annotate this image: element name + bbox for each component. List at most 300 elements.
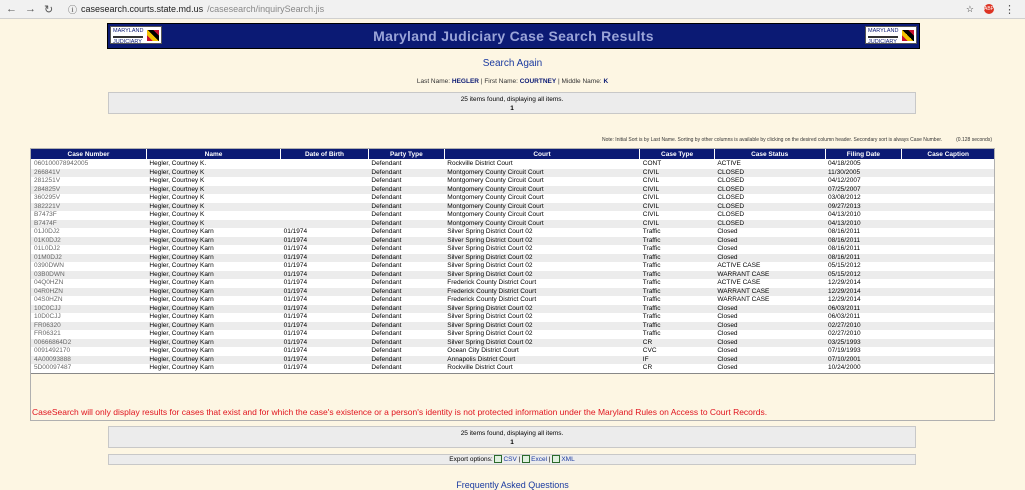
table-cell: Montgomery County Circuit Court bbox=[444, 169, 640, 178]
table-cell: ACTIVE bbox=[714, 160, 825, 169]
table-cell: Defendant bbox=[368, 339, 444, 348]
table-row bbox=[31, 211, 995, 220]
table-cell: Defendant bbox=[368, 169, 444, 178]
table-cell: Frederick County District Court bbox=[444, 288, 640, 297]
table-cell bbox=[902, 305, 995, 314]
table-cell: Hegler, Courtney Karn bbox=[146, 305, 280, 314]
table-cell: CR bbox=[640, 339, 715, 348]
table-cell: 01/1974 bbox=[281, 322, 369, 331]
table-cell: Hegler, Courtney Karn bbox=[146, 245, 280, 254]
table-cell bbox=[902, 288, 995, 297]
export-csv-link[interactable]: CSV bbox=[503, 456, 517, 463]
table-cell: Traffic bbox=[640, 313, 715, 322]
table-cell: Silver Spring District Court 02 bbox=[444, 313, 640, 322]
table-cell bbox=[902, 211, 995, 220]
table-cell: ACTIVE CASE bbox=[714, 279, 825, 288]
table-cell: Hegler, Courtney K bbox=[146, 220, 280, 229]
table-cell: Hegler, Courtney Karn bbox=[146, 296, 280, 305]
table-cell: WARRANT CASE bbox=[714, 288, 825, 297]
case-number-link[interactable]: 03B0DWN bbox=[31, 271, 147, 280]
table-cell: Silver Spring District Court 02 bbox=[444, 237, 640, 246]
table-cell: Defendant bbox=[368, 194, 444, 203]
table-cell bbox=[902, 237, 995, 246]
table-cell: Traffic bbox=[640, 271, 715, 280]
table-cell: Hegler, Courtney K bbox=[146, 169, 280, 178]
table-cell: Montgomery County Circuit Court bbox=[444, 220, 640, 229]
column-header[interactable]: Name bbox=[146, 149, 280, 160]
table-cell: Traffic bbox=[640, 228, 715, 237]
table-cell: 06/03/2011 bbox=[825, 305, 902, 314]
table-cell: CONT bbox=[640, 160, 715, 169]
pager-bottom bbox=[108, 426, 916, 448]
logo-text: MARYLAND bbox=[868, 28, 899, 34]
table-cell: Defendant bbox=[368, 322, 444, 331]
table-cell: Traffic bbox=[640, 254, 715, 263]
table-cell: Hegler, Courtney Karn bbox=[146, 228, 280, 237]
logo-gavel-icon bbox=[113, 36, 143, 38]
table-cell: Silver Spring District Court 02 bbox=[444, 339, 640, 348]
table-cell bbox=[281, 203, 369, 212]
table-cell bbox=[281, 177, 369, 186]
table-cell: Closed bbox=[714, 313, 825, 322]
table-cell bbox=[902, 254, 995, 263]
table-cell: Defendant bbox=[368, 220, 444, 229]
case-number-link[interactable]: 4A00093888 bbox=[31, 356, 147, 365]
table-row bbox=[31, 279, 995, 288]
table-cell: 02/27/2010 bbox=[825, 330, 902, 339]
table-row bbox=[31, 254, 995, 263]
table-cell: 01/1974 bbox=[281, 271, 369, 280]
table-cell: CR bbox=[640, 364, 715, 373]
table-cell: 12/29/2014 bbox=[825, 279, 902, 288]
table-row bbox=[31, 356, 995, 365]
table-cell: Closed bbox=[714, 228, 825, 237]
table-cell: Hegler, Courtney Karn bbox=[146, 288, 280, 297]
table-cell: 01/1974 bbox=[281, 288, 369, 297]
table-cell: Hegler, Courtney K bbox=[146, 194, 280, 203]
case-number-link[interactable]: B7474F bbox=[31, 220, 147, 229]
table-cell bbox=[281, 211, 369, 220]
bookmark-star-icon[interactable]: ☆ bbox=[965, 3, 974, 14]
table-row bbox=[31, 245, 995, 254]
table-cell: Closed bbox=[714, 254, 825, 263]
table-cell: Closed bbox=[714, 339, 825, 348]
pager-top bbox=[108, 92, 916, 114]
table-cell: 01/1974 bbox=[281, 228, 369, 237]
table-cell bbox=[902, 194, 995, 203]
case-number-link[interactable]: 04R0HZN bbox=[31, 288, 147, 297]
export-label: Export options: bbox=[449, 456, 493, 463]
table-cell bbox=[902, 322, 995, 331]
case-number-link[interactable]: 10C0CJJ bbox=[31, 305, 147, 314]
case-number-link[interactable]: 04S0HZN bbox=[31, 296, 147, 305]
middle-name-label: Middle Name: bbox=[561, 78, 602, 85]
table-cell: Hegler, Courtney Karn bbox=[146, 313, 280, 322]
table-row bbox=[31, 288, 995, 297]
table-cell bbox=[902, 330, 995, 339]
table-cell: 08/16/2011 bbox=[825, 254, 902, 263]
case-number-link[interactable]: 0390DWN bbox=[31, 262, 147, 271]
page-banner bbox=[107, 23, 920, 49]
table-cell: CIVIL bbox=[640, 220, 715, 229]
excel-icon bbox=[522, 455, 530, 463]
table-cell: Hegler, Courtney Karn bbox=[146, 330, 280, 339]
case-number-link[interactable]: 284825V bbox=[31, 186, 147, 195]
case-number-link[interactable]: 060100078942005 bbox=[31, 160, 147, 169]
case-number-link[interactable]: 281251V bbox=[31, 177, 147, 186]
table-cell: Frederick County District Court bbox=[444, 296, 640, 305]
faq-link[interactable]: Frequently Asked Questions bbox=[456, 480, 569, 490]
table-cell: Traffic bbox=[640, 279, 715, 288]
table-cell: 05/15/2012 bbox=[825, 262, 902, 271]
table-cell: 12/29/2014 bbox=[825, 296, 902, 305]
result-count: 25 items found, displaying all items. bbox=[460, 96, 564, 103]
table-cell: 04/13/2010 bbox=[825, 220, 902, 229]
table-cell: 07/19/1993 bbox=[825, 347, 902, 356]
table-cell bbox=[902, 169, 995, 178]
table-cell: 01/1974 bbox=[281, 356, 369, 365]
table-cell: Closed bbox=[714, 330, 825, 339]
table-cell: Traffic bbox=[640, 330, 715, 339]
table-row bbox=[31, 313, 995, 322]
table-cell: Hegler, Courtney Karn bbox=[146, 254, 280, 263]
result-count: 25 items found, displaying all items. bbox=[460, 430, 564, 437]
table-cell: Hegler, Courtney Karn bbox=[146, 262, 280, 271]
table-cell: CLOSED bbox=[714, 177, 825, 186]
table-cell: Defendant bbox=[368, 254, 444, 263]
table-cell: Silver Spring District Court 02 bbox=[444, 254, 640, 263]
table-cell: Hegler, Courtney K bbox=[146, 211, 280, 220]
table-cell: Defendant bbox=[368, 228, 444, 237]
table-cell: Silver Spring District Court 02 bbox=[444, 228, 640, 237]
table-cell bbox=[902, 279, 995, 288]
table-row bbox=[31, 339, 995, 348]
table-cell bbox=[902, 228, 995, 237]
menu-icon[interactable]: ⋮ bbox=[1004, 3, 1015, 16]
table-cell bbox=[902, 186, 995, 195]
table-cell bbox=[281, 194, 369, 203]
sort-note-text: Note: Initial Sort is by Last Name. Sorting by other columns is available by clicking on the desired column header. Secondary sort is always Case Number. bbox=[601, 137, 943, 143]
table-cell: Closed bbox=[714, 356, 825, 365]
table-cell: CIVIL bbox=[640, 169, 715, 178]
case-number-link[interactable]: 01J0DJ2 bbox=[31, 228, 147, 237]
table-cell bbox=[281, 169, 369, 178]
table-cell: Ocean City District Court bbox=[444, 347, 640, 356]
judiciary-logo-right bbox=[865, 26, 917, 44]
case-number-link[interactable]: 00666864D2 bbox=[31, 339, 147, 348]
table-cell: Frederick County District Court bbox=[444, 279, 640, 288]
export-xml-link[interactable]: XML bbox=[561, 456, 575, 463]
table-cell: 05/15/2012 bbox=[825, 271, 902, 280]
table-cell: 07/10/2001 bbox=[825, 356, 902, 365]
table-row bbox=[31, 186, 995, 195]
table-cell: Montgomery County Circuit Court bbox=[444, 177, 640, 186]
page-number[interactable]: 1 bbox=[510, 105, 514, 112]
table-cell: 04/13/2010 bbox=[825, 211, 902, 220]
table-cell: Defendant bbox=[368, 177, 444, 186]
table-cell: CVC bbox=[640, 347, 715, 356]
table-cell: Defendant bbox=[368, 364, 444, 373]
table-row bbox=[31, 296, 995, 305]
table-cell bbox=[902, 364, 995, 373]
case-number-link[interactable]: 266841V bbox=[31, 169, 147, 178]
table-row bbox=[31, 169, 995, 178]
table-cell: CLOSED bbox=[714, 169, 825, 178]
table-cell: Hegler, Courtney Karn bbox=[146, 271, 280, 280]
table-row bbox=[31, 330, 995, 339]
url-path: /casesearch/inquirySearch.jis bbox=[207, 4, 325, 14]
address-bar[interactable] bbox=[68, 3, 966, 16]
table-cell: Silver Spring District Court 02 bbox=[444, 271, 640, 280]
table-row bbox=[31, 271, 995, 280]
table-cell: Closed bbox=[714, 237, 825, 246]
info-icon[interactable]: ⓘ bbox=[68, 4, 78, 15]
column-header[interactable]: Case Type bbox=[640, 149, 715, 160]
table-cell bbox=[902, 262, 995, 271]
case-number-link[interactable]: 382221V bbox=[31, 203, 147, 212]
table-cell: 01/1974 bbox=[281, 347, 369, 356]
table-cell: 09/27/2013 bbox=[825, 203, 902, 212]
last-name-label: Last Name: bbox=[416, 78, 451, 85]
table-cell: Closed bbox=[714, 322, 825, 331]
table-cell: 07/25/2007 bbox=[825, 186, 902, 195]
table-cell: Hegler, Courtney Karn bbox=[146, 339, 280, 348]
table-cell: 11/30/2005 bbox=[825, 169, 902, 178]
table-cell: Defendant bbox=[368, 186, 444, 195]
table-cell: Hegler, Courtney Karn bbox=[146, 356, 280, 365]
table-cell bbox=[902, 347, 995, 356]
case-number-link[interactable]: 0091492170 bbox=[31, 347, 147, 356]
logo-text: JUDICIARY bbox=[113, 39, 142, 45]
table-cell: 01/1974 bbox=[281, 305, 369, 314]
table-cell: WARRANT CASE bbox=[714, 296, 825, 305]
first-name-value: COURTNEY bbox=[519, 78, 557, 85]
first-name-label: First Name: bbox=[484, 78, 518, 85]
table-cell: Hegler, Courtney Karn bbox=[146, 364, 280, 373]
table-cell: Silver Spring District Court 02 bbox=[444, 322, 640, 331]
table-cell: Traffic bbox=[640, 288, 715, 297]
table-cell: Defendant bbox=[368, 313, 444, 322]
table-row bbox=[31, 177, 995, 186]
page-number[interactable]: 1 bbox=[510, 439, 514, 446]
column-header[interactable]: Case Number bbox=[31, 149, 147, 160]
table-cell: Defendant bbox=[368, 262, 444, 271]
case-number-link[interactable]: 01L0DJ2 bbox=[31, 245, 147, 254]
table-cell bbox=[902, 296, 995, 305]
table-cell: Hegler, Courtney K bbox=[146, 203, 280, 212]
table-cell: 03/08/2012 bbox=[825, 194, 902, 203]
table-row bbox=[31, 262, 995, 271]
table-cell: 12/29/2014 bbox=[825, 288, 902, 297]
table-cell: CLOSED bbox=[714, 211, 825, 220]
table-cell bbox=[902, 177, 995, 186]
reload-icon[interactable]: ↻ bbox=[44, 3, 54, 16]
table-cell: Hegler, Courtney Karn bbox=[146, 347, 280, 356]
table-cell: 01/1974 bbox=[281, 364, 369, 373]
last-name-value: HEGLER bbox=[451, 78, 479, 85]
logo-text: JUDICIARY bbox=[868, 39, 897, 45]
forward-icon[interactable]: → bbox=[25, 2, 36, 15]
table-cell: 02/27/2010 bbox=[825, 322, 902, 331]
table-cell bbox=[902, 245, 995, 254]
back-icon[interactable]: ← bbox=[6, 2, 17, 15]
xml-icon bbox=[552, 455, 560, 463]
table-cell: 04/18/2005 bbox=[825, 160, 902, 169]
table-cell: Defendant bbox=[368, 237, 444, 246]
column-header[interactable]: Party Type bbox=[368, 149, 444, 160]
maryland-flag-icon bbox=[147, 30, 159, 41]
table-cell bbox=[281, 220, 369, 229]
table-cell: Silver Spring District Court 02 bbox=[444, 262, 640, 271]
table-cell: 04/12/2007 bbox=[825, 177, 902, 186]
table-cell bbox=[902, 313, 995, 322]
table-cell: Hegler, Courtney Karn bbox=[146, 237, 280, 246]
table-cell: Rockville District Court bbox=[444, 160, 640, 169]
table-cell: Silver Spring District Court 02 bbox=[444, 245, 640, 254]
disclaimer-text: CaseSearch will only display results for cases that exist and for which the case's existence or a person's identity is not protected information under the Maryland Rules on Access to Court Records. bbox=[32, 407, 768, 417]
browser-nav bbox=[0, 3, 68, 16]
case-number-link[interactable]: FR06321 bbox=[31, 330, 147, 339]
export-excel-link[interactable]: Excel bbox=[531, 456, 548, 463]
table-row bbox=[31, 237, 995, 246]
table-cell: Traffic bbox=[640, 262, 715, 271]
table-cell: Closed bbox=[714, 364, 825, 373]
table-cell bbox=[902, 160, 995, 169]
table-cell: CIVIL bbox=[640, 211, 715, 220]
table-row bbox=[31, 347, 995, 356]
table-row bbox=[31, 160, 995, 169]
table-cell bbox=[281, 160, 369, 169]
url-host: casesearch.courts.state.md.us bbox=[81, 4, 204, 14]
results-table bbox=[30, 148, 995, 374]
table-cell: Rockville District Court bbox=[444, 364, 640, 373]
table-cell: 01/1974 bbox=[281, 237, 369, 246]
table-row bbox=[31, 194, 995, 203]
table-cell: Traffic bbox=[640, 237, 715, 246]
case-number-link[interactable]: FR06320 bbox=[31, 322, 147, 331]
table-cell: Closed bbox=[714, 305, 825, 314]
table-cell: Annapolis District Court bbox=[444, 356, 640, 365]
judiciary-logo-left bbox=[110, 26, 162, 44]
table-cell: Silver Spring District Court 02 bbox=[444, 330, 640, 339]
table-cell: 01/1974 bbox=[281, 262, 369, 271]
table-cell: Traffic bbox=[640, 322, 715, 331]
page-title: Maryland Judiciary Case Search Results bbox=[373, 28, 654, 44]
case-number-link[interactable]: 10D0CJJ bbox=[31, 313, 147, 322]
case-number-link[interactable]: 01M0DJ2 bbox=[31, 254, 147, 263]
table-cell: Closed bbox=[714, 347, 825, 356]
table-cell: ACTIVE CASE bbox=[714, 262, 825, 271]
table-cell: Defendant bbox=[368, 160, 444, 169]
table-row bbox=[31, 364, 995, 373]
table-cell: Traffic bbox=[640, 245, 715, 254]
table-cell: 01/1974 bbox=[281, 339, 369, 348]
table-cell: Defendant bbox=[368, 211, 444, 220]
case-number-link[interactable]: 360295V bbox=[31, 194, 147, 203]
table-cell: Montgomery County Circuit Court bbox=[444, 194, 640, 203]
column-header[interactable]: Case Status bbox=[714, 149, 825, 160]
table-cell: Traffic bbox=[640, 296, 715, 305]
table-cell: Closed bbox=[714, 245, 825, 254]
table-cell: Hegler, Courtney K bbox=[146, 186, 280, 195]
table-cell: Defendant bbox=[368, 330, 444, 339]
table-row bbox=[31, 220, 995, 229]
search-again-link[interactable]: Search Again bbox=[482, 58, 543, 69]
table-cell: 01/1974 bbox=[281, 279, 369, 288]
table-cell: Montgomery County Circuit Court bbox=[444, 186, 640, 195]
table-cell: 01/1974 bbox=[281, 254, 369, 263]
table-cell: CIVIL bbox=[640, 177, 715, 186]
case-number-link[interactable]: 04Q0HZN bbox=[31, 279, 147, 288]
column-header[interactable]: Date of Birth bbox=[281, 149, 369, 160]
table-cell: 01/1974 bbox=[281, 296, 369, 305]
table-cell: Silver Spring District Court 02 bbox=[444, 305, 640, 314]
table-cell: CIVIL bbox=[640, 194, 715, 203]
browser-toolbar bbox=[0, 0, 1025, 19]
table-cell bbox=[902, 271, 995, 280]
table-cell: 01/1974 bbox=[281, 313, 369, 322]
table-cell: 06/03/2011 bbox=[825, 313, 902, 322]
table-cell: Hegler, Courtney Karn bbox=[146, 322, 280, 331]
table-cell: Defendant bbox=[368, 305, 444, 314]
column-header[interactable]: Case Caption bbox=[902, 149, 995, 160]
sort-note bbox=[602, 137, 992, 143]
middle-name-value: K bbox=[603, 78, 609, 85]
table-row bbox=[31, 305, 995, 314]
table-cell: 08/16/2011 bbox=[825, 245, 902, 254]
column-header[interactable]: Filing Date bbox=[825, 149, 902, 160]
adblock-icon[interactable]: ABP bbox=[984, 6, 995, 12]
table-cell: 08/16/2011 bbox=[825, 237, 902, 246]
case-number-link[interactable]: 01K0DJ2 bbox=[31, 237, 147, 246]
table-cell bbox=[902, 220, 995, 229]
table-cell: Hegler, Courtney K. bbox=[146, 160, 280, 169]
export-options: Export options: CSV | Excel | XML bbox=[108, 454, 916, 465]
table-cell: WARRANT CASE bbox=[714, 271, 825, 280]
table-cell: 08/16/2011 bbox=[825, 228, 902, 237]
table-cell: CIVIL bbox=[640, 186, 715, 195]
table-cell: Hegler, Courtney Karn bbox=[146, 279, 280, 288]
table-cell: Defendant bbox=[368, 279, 444, 288]
table-row bbox=[31, 228, 995, 237]
table-cell bbox=[902, 356, 995, 365]
table-header-row bbox=[31, 149, 995, 160]
maryland-flag-icon bbox=[902, 30, 914, 41]
case-number-link[interactable]: B7473F bbox=[31, 211, 147, 220]
table-cell: 01/1974 bbox=[281, 245, 369, 254]
logo-gavel-icon bbox=[868, 36, 898, 38]
case-number-link[interactable]: 5D00097487 bbox=[31, 364, 147, 373]
table-cell: Defendant bbox=[368, 203, 444, 212]
table-cell: 03/25/1993 bbox=[825, 339, 902, 348]
table-cell: Montgomery County Circuit Court bbox=[444, 203, 640, 212]
table-cell: 01/1974 bbox=[281, 330, 369, 339]
table-cell bbox=[902, 203, 995, 212]
table-cell: Defendant bbox=[368, 245, 444, 254]
table-cell: Defendant bbox=[368, 356, 444, 365]
column-header[interactable]: Court bbox=[444, 149, 640, 160]
name-query-summary: Last Name: HEGLER | First Name: COURTNEY | Middle Name: K bbox=[416, 78, 609, 85]
table-cell: Defendant bbox=[368, 347, 444, 356]
table-cell: CLOSED bbox=[714, 194, 825, 203]
elapsed-time: (0.128 seconds) bbox=[956, 137, 992, 143]
logo-text: MARYLAND bbox=[113, 28, 144, 34]
table-cell: CIVIL bbox=[640, 203, 715, 212]
table-cell: Montgomery County Circuit Court bbox=[444, 211, 640, 220]
table-cell: Defendant bbox=[368, 288, 444, 297]
table-cell: Defendant bbox=[368, 271, 444, 280]
table-cell: Defendant bbox=[368, 296, 444, 305]
